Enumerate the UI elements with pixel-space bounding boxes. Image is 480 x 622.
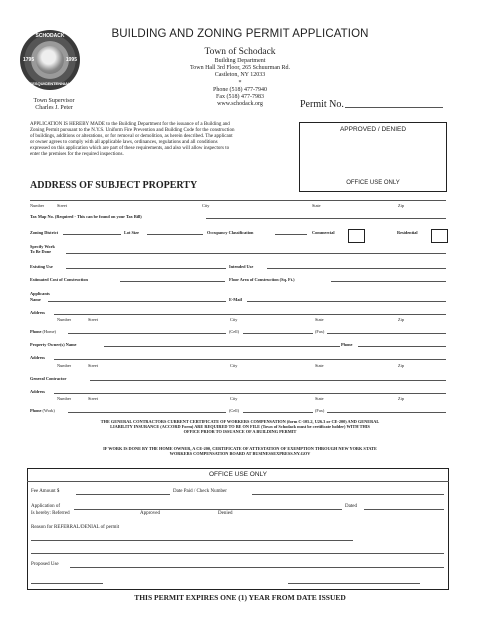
permit-no-label: Permit No. (300, 99, 344, 110)
estimated-cost-label: Estimated Cost of Construction (30, 277, 88, 282)
address-heading: ADDRESS OF SUBJECT PROPERTY (30, 180, 198, 191)
sub-label-zip: Zip (398, 396, 404, 401)
contractor-address-field[interactable] (54, 393, 446, 394)
permit-no-field[interactable] (345, 107, 443, 108)
zoning-district-field[interactable] (63, 234, 121, 235)
reason-field-2[interactable] (31, 553, 444, 554)
intended-use-field[interactable] (267, 268, 446, 269)
sub-label-number: Number (57, 317, 72, 322)
reason-label: Reason for REFERRAL/DENIAL of permit (31, 525, 120, 530)
sub-label-number: Number (30, 203, 45, 208)
department: Building Department (214, 58, 266, 64)
email-label: E-Mail (229, 297, 242, 302)
phone-work-label: Phone (Work) (30, 408, 55, 413)
fee-amount-field[interactable] (76, 494, 170, 495)
approved-label: Approved (140, 511, 160, 516)
commercial-label: Commercial (312, 230, 335, 235)
fax-field-2[interactable] (327, 412, 446, 413)
general-contractor-field[interactable] (90, 380, 446, 381)
proposed-use-label: Proposed Use (31, 562, 59, 567)
office-use-header: OFFICE USE ONLY (208, 471, 268, 478)
dated-field[interactable] (364, 509, 444, 510)
sub-label-street: Street (88, 363, 99, 368)
sub-label-street: Street (57, 203, 68, 208)
approved-denied-label: APPROVED / DENIED (339, 126, 407, 133)
tax-map-field[interactable] (206, 218, 446, 219)
sub-label-city: City (202, 203, 210, 208)
phone-home-field[interactable] (68, 333, 226, 334)
workers-comp-notice: THE GENERAL CONTRACTORS CURRENT CERTIFICATE OF WORKERS COMPENSATION (form C-105.2, U26.3 or CE-200) AND GENERAL LIABILITY INSURANCE (ACCORD Form) ARE REQUIRED TO BE ON FILE (Town of Schodack must be certificate holder) WITH THIS OFFICE PRIOR TO ISSUANCE OF A BUILDING PERMIT (100, 419, 380, 434)
fax-label: (Fax) (315, 329, 325, 334)
office-use-only-label: OFFICE USE ONLY (346, 180, 400, 186)
specify-work-field[interactable] (66, 253, 446, 254)
sub-label-zip: Zip (398, 363, 404, 368)
lot-size-label: Lot Size (124, 230, 139, 235)
supervisor-name: Charles J. Peter (35, 105, 73, 111)
star-icon: * (238, 80, 242, 86)
general-contractor-label: General Contractor (30, 376, 67, 381)
sub-label-number: Number (57, 396, 72, 401)
applicant-address-field[interactable] (54, 314, 446, 315)
applicant-address-label: Address (30, 310, 45, 315)
sub-label-zip: Zip (398, 317, 404, 322)
owner-phone-field[interactable] (358, 346, 446, 347)
reason-field-1[interactable] (31, 540, 353, 541)
lot-size-field[interactable] (147, 234, 203, 235)
email-field[interactable] (247, 301, 446, 302)
expiration-notice: THIS PERMIT EXPIRES ONE (1) YEAR FROM DATE ISSUED (134, 593, 346, 602)
fax-label: (Fax) (315, 408, 325, 413)
existing-use-field[interactable] (66, 268, 226, 269)
floor-area-label: Floor Area of Construction (Sq. Ft.) (229, 277, 295, 282)
sub-label-state: State (315, 363, 324, 368)
approval-box (299, 122, 447, 192)
owner-address-label: Address (30, 355, 45, 360)
phone-work-field[interactable] (68, 412, 226, 413)
sub-label-state: State (315, 317, 324, 322)
address-line-1: Town Hall 3rd Floor, 265 Schuurman Rd. (190, 65, 290, 71)
estimated-cost-field[interactable] (120, 281, 225, 282)
specify-work-label: Specify Work To Be Done (30, 244, 55, 254)
commercial-checkbox[interactable] (348, 229, 365, 243)
sub-label-street: Street (88, 317, 99, 322)
proposed-use-field[interactable] (70, 567, 444, 568)
occupancy-label: Occupancy Classification (207, 230, 254, 235)
cell-label: (Cell) (229, 408, 240, 413)
applicants-label: Applicants (30, 291, 50, 296)
sub-label-state: State (315, 396, 324, 401)
website: www.schodack.org (217, 101, 263, 107)
signature-field-left[interactable] (31, 583, 103, 584)
application-of-label: Application of (31, 504, 61, 509)
date-paid-field[interactable] (252, 494, 444, 495)
supervisor-label: Town Supervisor (33, 98, 75, 104)
property-owner-label: Property Owner(s) Name (30, 342, 77, 347)
applicant-name-label: Name (30, 297, 41, 302)
owner-address-field[interactable] (54, 359, 446, 360)
phone-home-label: Phone (Home) (30, 329, 56, 334)
property-address-field[interactable] (30, 200, 446, 201)
sub-label-number: Number (57, 363, 72, 368)
homeowner-notice: IF WORK IS DONE BY THE HOME OWNER, A CE-200, CERTIFICATE OF ATTESTATION OF EXEMPTION THROUGH NEW YORK STATE WORKERS COMPENSATION BOARD AT BUSINESSEXPRESS.NY.GOV (103, 446, 377, 456)
property-owner-field[interactable] (104, 346, 340, 347)
cell-field[interactable] (243, 333, 313, 334)
fee-amount-label: Fee Amount $ (31, 489, 60, 494)
town-name: Town of Schodack (204, 47, 276, 57)
intended-use-label: Intended Use (229, 264, 254, 269)
intro-paragraph: APPLICATION IS HEREBY MADE to the Building Department for the issuance of a Building and Zoning Permit pursuant to the N.Y.S. Uniform Fire Prevention and Building Code for the construction of buildings, additions or alterations, or for removal or demolition, as herein described. The applicant or owner agrees to comply with all applicable laws, ordinances, regulations and all conditions expressed on this application which are part of these requirements, and also will allow inspectors to enter the premises for the required inspections. (30, 122, 235, 157)
sub-label-city: City (230, 396, 238, 401)
fax-field[interactable] (327, 333, 446, 334)
applicant-name-field[interactable] (48, 301, 226, 302)
residential-label: Residential (397, 230, 418, 235)
cell-field-2[interactable] (243, 412, 313, 413)
dated-label: Dated (345, 504, 357, 509)
office-header-divider (27, 481, 449, 482)
occupancy-field[interactable] (275, 234, 307, 235)
application-of-field[interactable] (74, 509, 342, 510)
hereby-referred-label: Is hereby: Referred (31, 511, 70, 516)
sub-label-city: City (230, 363, 238, 368)
contractor-address-label: Address (30, 389, 45, 394)
form-title: BUILDING AND ZONING PERMIT APPLICATION (111, 28, 369, 40)
cell-label: (Cell) (229, 329, 240, 334)
tax-map-label: Tax Map No. (Required - This can be found on your Tax Bill) (30, 214, 142, 219)
fax-number: Fax (518) 477-7983 (216, 94, 264, 100)
residential-checkbox[interactable] (431, 229, 448, 243)
denied-label: Denied (218, 511, 233, 516)
signature-field-right[interactable] (288, 583, 420, 584)
town-seal: SCHODACK 1795 1995 SESQUICENTENNIAL (20, 30, 80, 90)
zoning-district-label: Zoning District (30, 230, 59, 235)
phone-number: Phone (518) 477-7940 (213, 87, 267, 93)
address-line-2: Castleton, NY 12033 (214, 72, 266, 78)
existing-use-label: Existing Use (30, 264, 53, 269)
date-paid-label: Date Paid / Check Number (173, 489, 227, 494)
sub-label-zip: Zip (398, 203, 404, 208)
floor-area-field[interactable] (331, 281, 446, 282)
owner-phone-label: Phone (341, 342, 353, 347)
sub-label-street: Street (88, 396, 99, 401)
sub-label-state: State (312, 203, 321, 208)
sub-label-city: City (230, 317, 238, 322)
